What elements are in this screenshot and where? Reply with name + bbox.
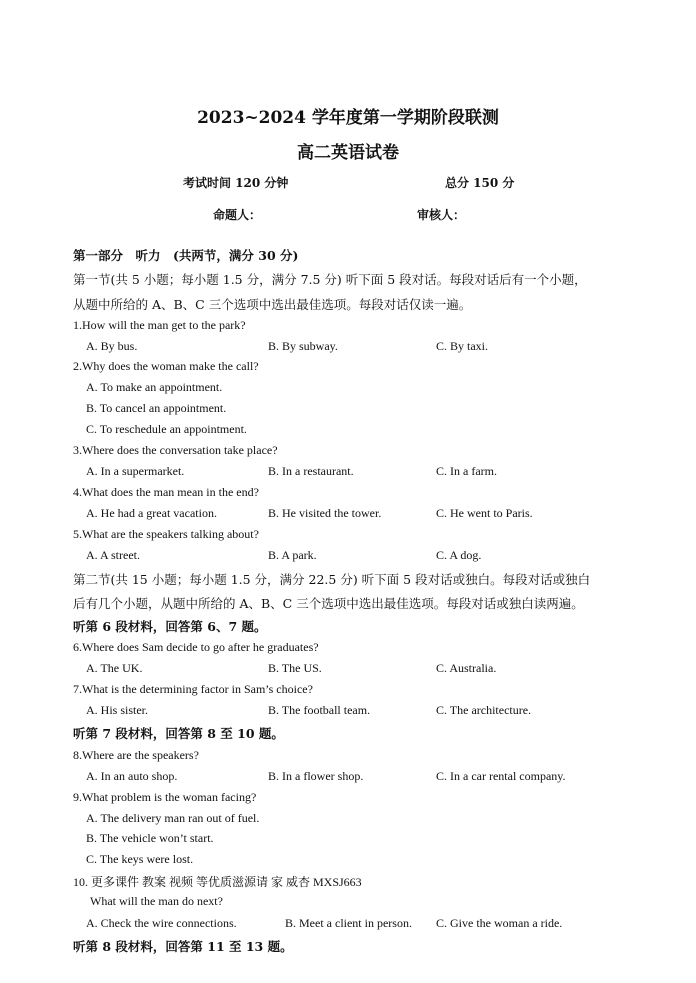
q9-option-a: A. The delivery man ran out of fuel. bbox=[86, 811, 260, 825]
q8-option-c: C. In a car rental company. bbox=[436, 769, 566, 783]
q7-option-c: C. The architecture. bbox=[436, 703, 532, 717]
q3-option-a: A. In a supermarket. bbox=[86, 464, 185, 478]
q1-option-a: A. By bus. bbox=[86, 339, 138, 353]
part1-heading: 第一部分 听力 (共两节，满分 30 分) bbox=[73, 248, 299, 263]
q9-option-b: B. The vehicle won’t start. bbox=[86, 831, 214, 845]
exam-subtitle: 高二英语试卷 bbox=[297, 143, 399, 163]
section1-instructions-line1: 第一节(共 5 小题；每小题 1.5 分，满分 7.5 分) 听下面 5 段对话。每段对话后有一个小题， bbox=[73, 272, 587, 287]
q5-option-b: B. A park. bbox=[268, 548, 317, 562]
q7-option-a: A. His sister. bbox=[86, 703, 149, 717]
exam-title: 2023~2024 学年度第一学期阶段联测 bbox=[197, 108, 499, 128]
q1-option-b: B. By subway. bbox=[268, 339, 338, 353]
question-5: 5.What are the speakers talking about? bbox=[73, 527, 259, 541]
setter-label: 命题人： bbox=[213, 208, 262, 222]
q10-option-a: A. Check the wire connections. bbox=[86, 916, 237, 930]
q6-option-b: B. The US. bbox=[268, 661, 322, 675]
q4-option-a: A. He had a great vacation. bbox=[86, 506, 217, 520]
question-1: 1.How will the man get to the park? bbox=[73, 318, 246, 332]
total-score: 总分 150 分 bbox=[445, 176, 515, 190]
question-10-text: What will the man do next? bbox=[90, 894, 223, 908]
q10-option-b: B. Meet a client in person. bbox=[285, 916, 412, 930]
q8-option-b: B. In a flower shop. bbox=[268, 769, 364, 783]
question-3: 3.Where does the conversation take place? bbox=[73, 443, 278, 457]
q10-option-c: C. Give the woman a ride. bbox=[436, 916, 563, 930]
q4-option-c: C. He went to Paris. bbox=[436, 506, 533, 520]
material-7-heading: 听第 7 段材料，回答第 8 至 10 题。 bbox=[73, 726, 284, 741]
question-7: 7.What is the determining factor in Sam’s choice? bbox=[73, 682, 313, 696]
exam-time: 考试时间 120 分钟 bbox=[183, 176, 289, 190]
question-6: 6.Where does Sam decide to go after he graduates? bbox=[73, 640, 319, 654]
material-8-heading: 听第 8 段材料，回答第 11 至 13 题。 bbox=[73, 939, 293, 954]
question-10: 10. 更多课件 教案 视频 等优质滋源请 家 威杏 MXSJ663 bbox=[73, 875, 362, 889]
q7-option-b: B. The football team. bbox=[268, 703, 371, 717]
q5-option-c: C. A dog. bbox=[436, 548, 482, 562]
q2-option-b: B. To cancel an appointment. bbox=[86, 401, 227, 415]
q5-option-a: A. A street. bbox=[86, 548, 140, 562]
question-4: 4.What does the man mean in the end? bbox=[73, 485, 259, 499]
section2-instructions-line2: 后有几个小题，从题中所给的 A、B、C 三个选项中选出最佳选项。每段对话或独白读两遍。 bbox=[73, 596, 584, 611]
question-9: 9.What problem is the woman facing? bbox=[73, 790, 257, 804]
q3-option-c: C. In a farm. bbox=[436, 464, 497, 478]
reviewer-label: 审核人： bbox=[417, 208, 466, 222]
q1-option-c: C. By taxi. bbox=[436, 339, 489, 353]
material-6-heading: 听第 6 段材料，回答第 6、7 题。 bbox=[73, 619, 267, 634]
q2-option-a: A. To make an appointment. bbox=[86, 380, 223, 394]
q8-option-a: A. In an auto shop. bbox=[86, 769, 178, 783]
question-2: 2.Why does the woman make the call? bbox=[73, 359, 259, 373]
q2-option-c: C. To reschedule an appointment. bbox=[86, 422, 247, 436]
q4-option-b: B. He visited the tower. bbox=[268, 506, 382, 520]
q9-option-c: C. The keys were lost. bbox=[86, 852, 194, 866]
section1-instructions-line2: 从题中所给的 A、B、C 三个选项中选出最佳选项。每段对话仅读一遍。 bbox=[73, 297, 472, 312]
section2-instructions-line1: 第二节(共 15 小题；每小题 1.5 分，满分 22.5 分) 听下面 5 段对话或独白。每段对话或独白 bbox=[73, 572, 591, 587]
question-8: 8.Where are the speakers? bbox=[73, 748, 199, 762]
q6-option-a: A. The UK. bbox=[86, 661, 143, 675]
q6-option-c: C. Australia. bbox=[436, 661, 497, 675]
q3-option-b: B. In a restaurant. bbox=[268, 464, 354, 478]
